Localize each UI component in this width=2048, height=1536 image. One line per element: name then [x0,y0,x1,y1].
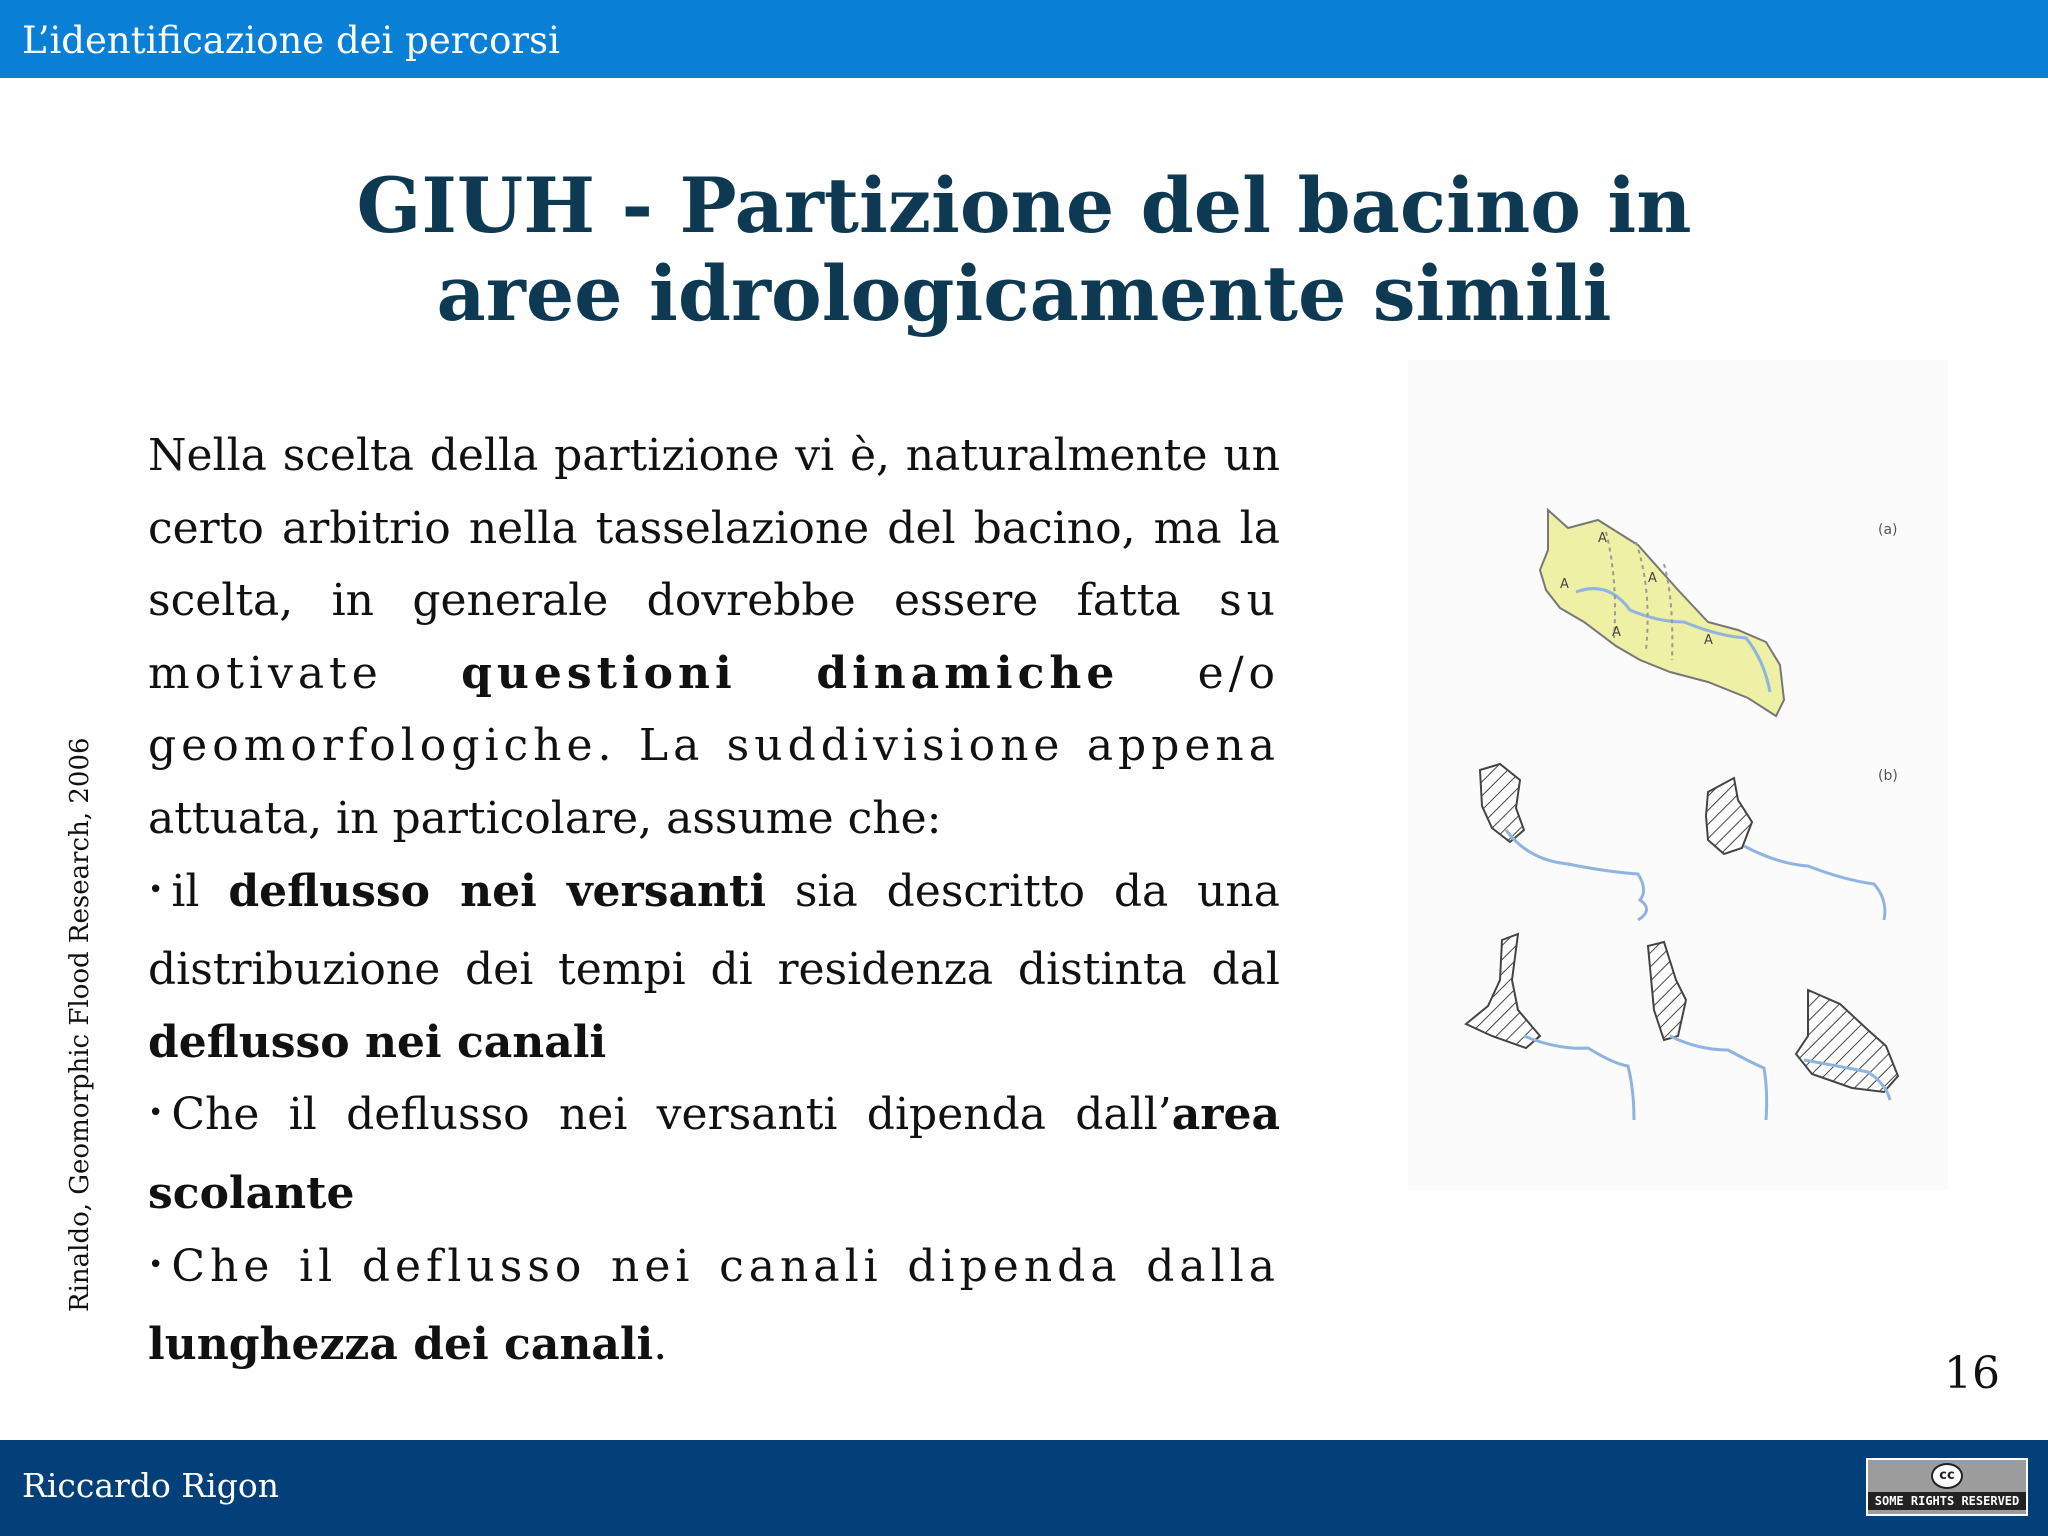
area-label: A [1612,625,1621,640]
area-label: A [1648,571,1657,586]
bullet-bold: area scolante [148,1089,1280,1219]
intro-text-2: su motivate [148,575,1280,699]
creative-commons-icon: cc [1931,1463,1963,1489]
subarea [1796,990,1898,1092]
bullet-glyph: • [148,874,164,905]
bullet-item [148,1079,1280,1230]
slide-title: GIUH - Partizione del bacino in aree idrologicamente simili [356,161,1692,338]
footer-bar [0,1440,2048,1536]
area-label: A [1704,633,1713,648]
page-number: 16 [1944,1348,2000,1399]
license-label: SOME RIGHTS RESERVED [1868,1492,2026,1510]
license-badge[interactable] [1866,1458,2028,1516]
panel-label: (b) [1878,768,1898,784]
bullet-bold: lunghezza dei canali [148,1319,654,1371]
bullet-text: Che il deflusso nei versanti dipenda dall’ [171,1089,1172,1141]
subarea [1466,934,1540,1048]
subarea [1706,778,1752,854]
bullet-bold: deflusso nei canali [148,1016,607,1068]
bullet-text: sia descritto da una distribuzione dei tempi di residenza distinta dal [148,865,1280,996]
basin-outline [1540,510,1784,716]
intro-text-3: e/o geomorfologiche. La suddivisione appena [148,647,1281,772]
section-title: L’identificazione dei percorsi [22,19,560,62]
subarea [1648,942,1686,1040]
panel-label: (a) [1878,522,1898,538]
area-label: A [1560,577,1569,592]
river-line [1506,830,1647,920]
river-line [1670,1036,1767,1120]
area-label: A [1598,531,1607,546]
intro-bold: questioni dinamiche [461,647,1120,699]
river-line [1524,1036,1634,1120]
panel-b [1466,764,1898,1120]
bullet-text: . [653,1319,668,1371]
bullet-text: il [171,865,229,917]
side-credit: Rinaldo, Geomorphic Flood Research, 2006 [65,737,95,1312]
body-text [148,420,1280,1382]
header-bar [0,0,2048,78]
bullet-glyph: • [148,1249,164,1280]
bullet-glyph: • [148,1098,164,1129]
river-line [1744,846,1885,920]
bullet-bold: deflusso nei versanti [228,865,767,917]
intro-paragraph [148,420,1280,856]
bullet-item [148,856,1280,1080]
intro-text-1: Nella scelta della partizione vi è, naturalmente un certo arbitrio nella tasselazione del bacino, ma la scelta, in generale dovrebbe essere fatta [148,430,1280,627]
intro-text-4: attuata, in particolare, assume che: [148,792,942,844]
subarea [1480,764,1524,842]
author-name: Riccardo Rigon [22,1466,279,1505]
bullet-text: Che il deflusso nei canali dipenda dalla [171,1240,1280,1292]
panel-a [1540,510,1898,716]
basin-partition-figure [1408,360,1948,1190]
bullet-item [148,1231,1280,1382]
basin-partition-diagram [1408,360,1948,1190]
